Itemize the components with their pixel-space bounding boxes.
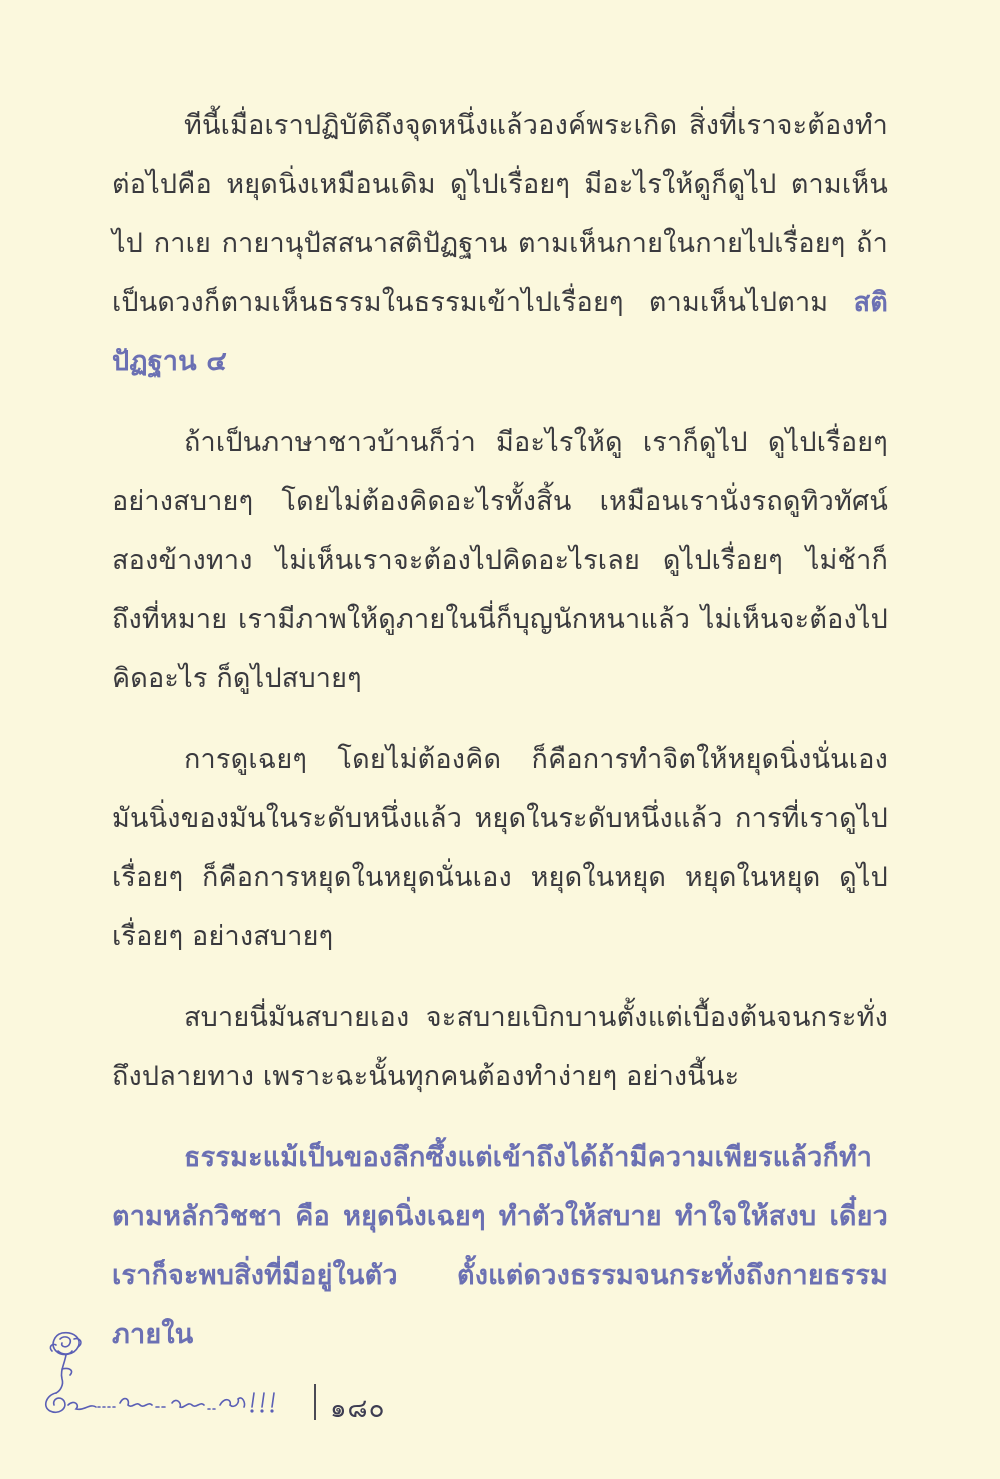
- paragraph-2: ถ้าเป็นภาษาชาวบ้านก็ว่า มีอะไรให้ดู เราก็ดูไป ดูไปเรื่อยๆ อย่างสบายๆ โดยไม่ต้องคิดอะไรทั้งสิ้น เหมือนเรานั่งรถดูทิวทัศน์สองข้างทาง ไม่เห็นเราจะต้องไปคิดอะไรเลย ดูไปเรื่อยๆ ไม่ช้าก็ถึงที่หมาย เรามีภาพให้ดูภายในนี่ก็บุญนักหนาแล้ว ไม่เห็นจะต้องไปคิดอะไร ก็ดูไปสบายๆ: [112, 427, 888, 694]
- paragraph-1-text: ทีนี้เมื่อเราปฏิบัติถึงจุดหนึ่งแล้วองค์พระเกิด สิ่งที่เราจะต้องทำต่อไปคือ หยุดนิ่งเหมือนเดิม ดูไปเรื่อยๆ มีอะไรให้ดูก็ดูไป ตามเห็นไป กาเย กายานุปัสสนาสติปัฏฐาน ตามเห็นกายในกายไปเรื่อยๆ ถ้าเป็นดวงก็ตามเห็นธรรมในธรรมเข้าไปเรื่อยๆ ตามเห็นไปตาม: [112, 110, 888, 318]
- paragraph-4: สบายนี่มันสบายเอง จะสบายเบิกบานตั้งแต่เบื้องต้นจนกระทั่งถึงปลายทาง เพราะฉะนั้นทุกคนต้องทำง่ายๆ อย่างนี้นะ: [112, 1002, 888, 1092]
- page-number: ๑๘๐: [330, 1394, 386, 1424]
- paragraph-1: [112, 96, 888, 391]
- page-content: [112, 96, 888, 1386]
- rose-signature-logo: [40, 1325, 340, 1425]
- satipatthana-highlight: สติปัฏฐาน ๔: [112, 287, 888, 377]
- footer-signature: [40, 1325, 460, 1425]
- paragraph-3: การดูเฉยๆ โดยไม่ต้องคิด ก็คือการทำจิตให้หยุดนิ่งนั่นเอง มันนิ่งของมันในระดับหนึ่งแล้ว หยุดในระดับหนึ่งแล้ว การที่เราดูไปเรื่อยๆ ก็คือการหยุดในหยุดนั่นเอง หยุดในหยุด หยุดในหยุด ดูไปเรื่อยๆ อย่างสบายๆ: [112, 744, 888, 952]
- footer-divider: [314, 1384, 316, 1420]
- emphasis-paragraph: ธรรมะแม้เป็นของลึกซึ้งแต่เข้าถึงได้ถ้ามีความเพียรแล้วก็ทำตามหลักวิชชา คือ หยุดนิ่งเฉยๆ ทำตัวให้สบาย ทำใจให้สงบ เดี๋ยวเราก็จะพบสิ่งที่มีอยู่ในตัว ตั้งแต่ดวงธรรมจนกระทั่งถึงกายธรรมภายใน: [112, 1142, 888, 1350]
